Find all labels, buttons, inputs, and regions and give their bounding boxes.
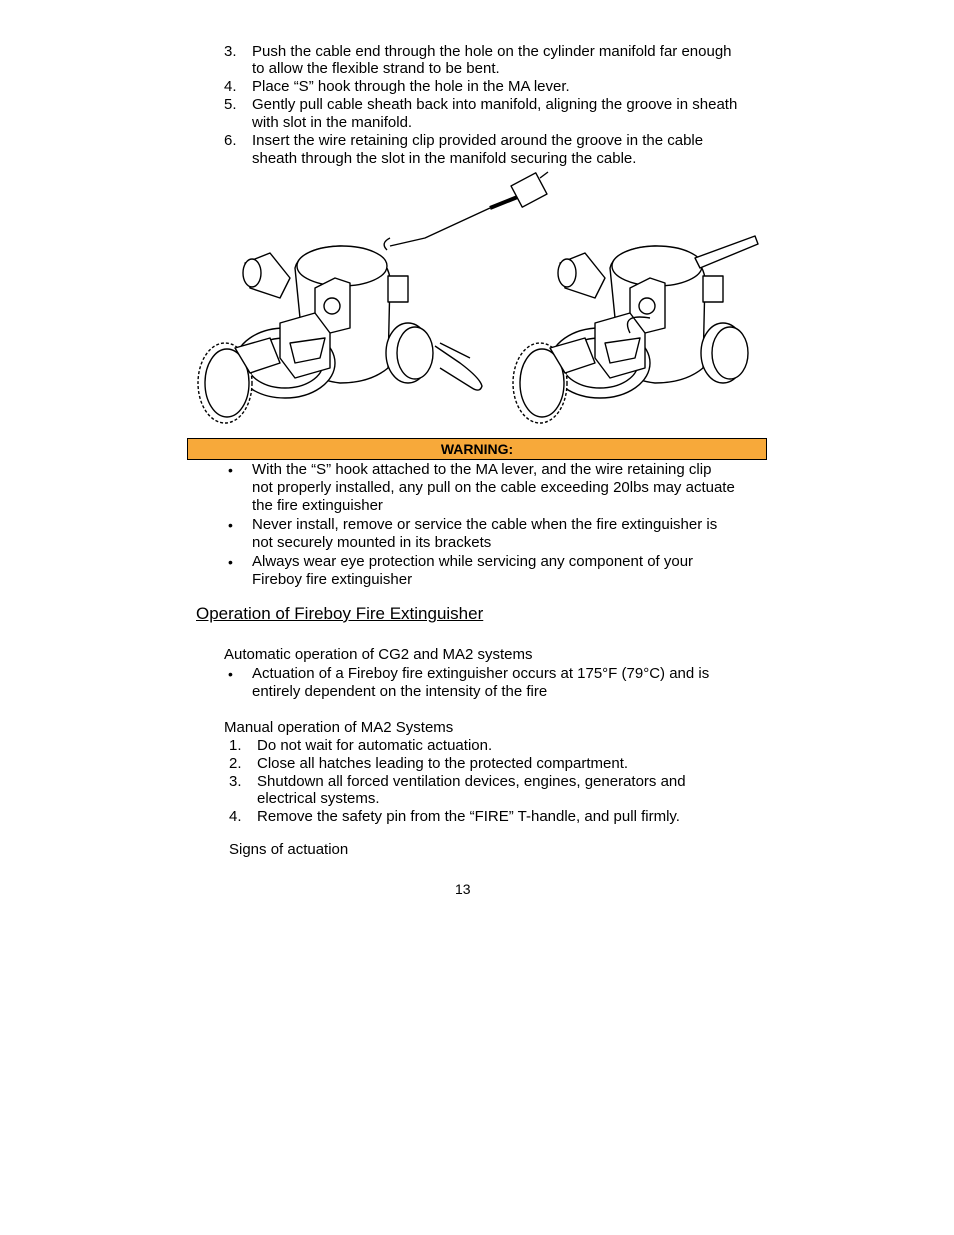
step-text: electrical systems. [257, 790, 380, 807]
warning-text: Fireboy fire extinguisher [252, 571, 413, 588]
step-text: sheath through the slot in the manifold securing the cable. [252, 150, 637, 167]
step-text: Remove the safety pin from the “FIRE” T-handle, and pull firmly. [257, 808, 680, 825]
warning-text: not securely mounted in its brackets [252, 534, 492, 551]
step-text: Gently pull cable sheath back into manifold, aligning the groove in sheath [252, 96, 738, 113]
warning-banner: WARNING: [187, 438, 767, 460]
right-valve-assembly [513, 236, 758, 423]
warning-text: the fire extinguisher [252, 497, 383, 514]
step-text: Do not wait for automatic actuation. [257, 737, 493, 754]
left-valve-assembly [198, 246, 433, 423]
auto-text: Actuation of a Fireboy fire extinguisher occurs at 175°F (79°C) and is [252, 665, 710, 682]
section-heading: Operation of Fireboy Fire Extinguisher [196, 604, 484, 623]
wire-retaining-clip [435, 343, 482, 390]
step-number: 6. [224, 132, 237, 149]
warning-text: With the “S” hook attached to the MA lever, and the wire retaining clip [252, 461, 712, 478]
auto-text: entirely dependent on the intensity of the fire [252, 683, 548, 700]
step-number: 5. [224, 96, 237, 113]
cable-installation-illustration [190, 168, 765, 430]
warning-text: Always wear eye protection while servicing any component of your [252, 553, 694, 570]
step-number: 1. [229, 737, 242, 754]
step-number: 3. [229, 773, 242, 790]
step-text: Close all hatches leading to the protected compartment. [257, 755, 629, 772]
step-number: 3. [224, 43, 237, 60]
signs-title: Signs of actuation [229, 841, 349, 858]
step-text: Insert the wire retaining clip provided around the groove in the cable [252, 132, 704, 149]
step-text: with slot in the manifold. [252, 114, 413, 131]
bullet-icon: • [228, 666, 233, 682]
warning-text: Never install, remove or service the cable when the fire extinguisher is [252, 516, 718, 533]
cable-with-s-hook [384, 172, 548, 250]
step-number: 4. [229, 808, 242, 825]
step-text: Shutdown all forced ventilation devices, engines, generators and [257, 773, 686, 790]
auto-title: Automatic operation of CG2 and MA2 systems [224, 646, 533, 663]
step-number: 4. [224, 78, 237, 95]
manual-title: Manual operation of MA2 Systems [224, 719, 454, 736]
step-text: Push the cable end through the hole on the cylinder manifold far enough [252, 43, 732, 60]
page-number: 13 [455, 881, 471, 897]
bullet-icon: • [228, 462, 233, 478]
step-text: to allow the flexible strand to be bent. [252, 60, 500, 77]
bullet-icon: • [228, 517, 233, 533]
step-number: 2. [229, 755, 242, 772]
bullet-icon: • [228, 554, 233, 570]
warning-text: not properly installed, any pull on the cable exceeding 20lbs may actuate [252, 479, 735, 496]
step-text: Place “S” hook through the hole in the MA lever. [252, 78, 570, 95]
